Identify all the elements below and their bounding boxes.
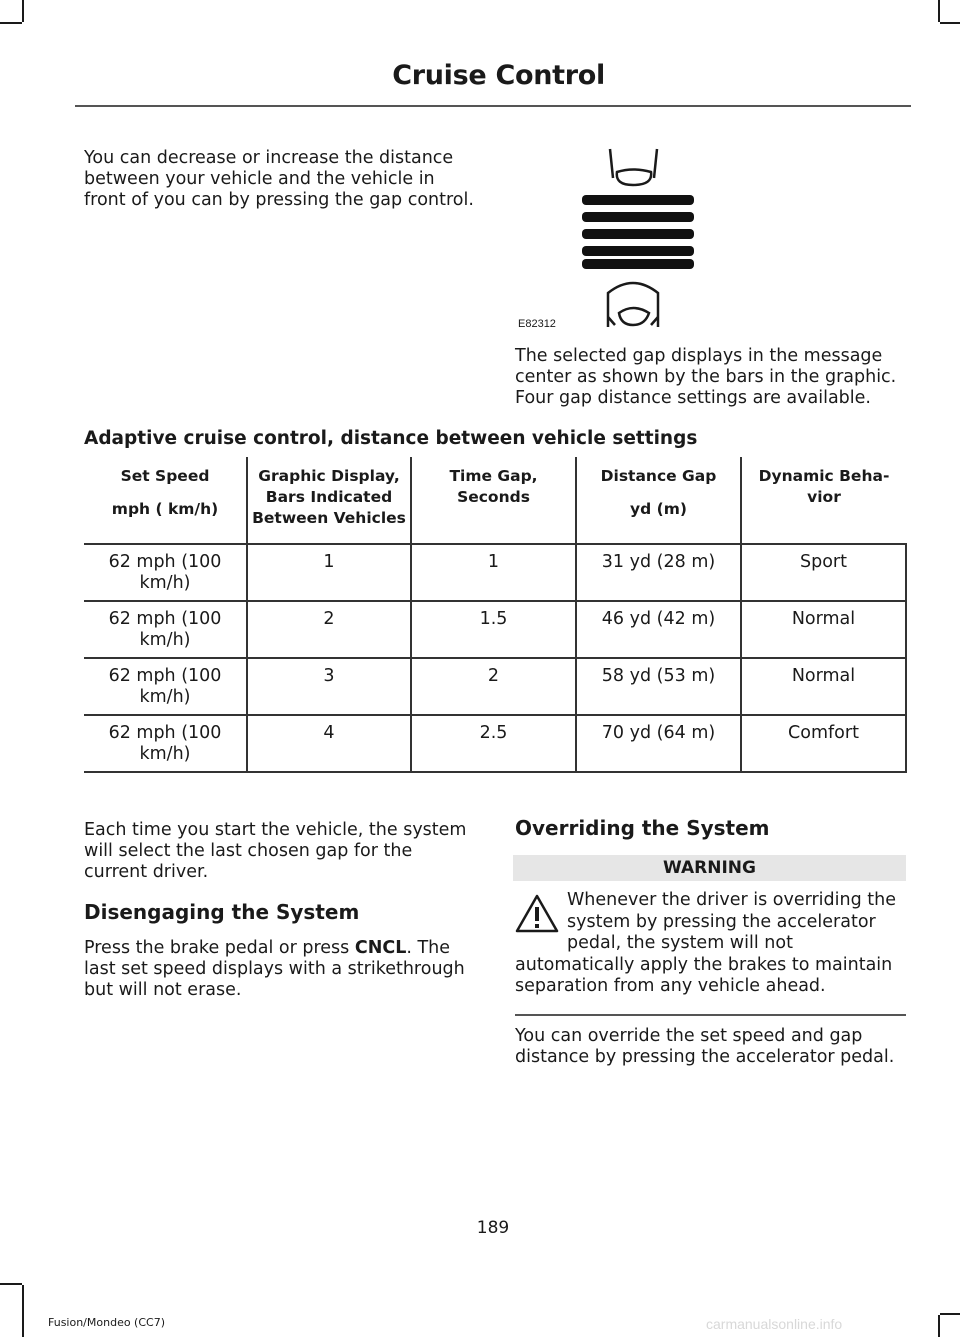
front-vehicle-icon xyxy=(610,149,657,185)
crop-mark xyxy=(22,1285,24,1337)
cell-time: 2.5 xyxy=(411,715,576,772)
table-row xyxy=(84,601,906,658)
gap-settings-table xyxy=(84,457,907,773)
crop-mark xyxy=(938,1315,940,1337)
override-heading: Overriding the System xyxy=(515,816,770,840)
cell-behavior: Normal xyxy=(741,658,906,715)
cell-behavior: Normal xyxy=(741,601,906,658)
intro-paragraph: You can decrease or increase the distance between your vehicle and the vehicle in front of you can by pressing the gap control. xyxy=(84,148,474,210)
table-row xyxy=(84,544,906,601)
warning-divider xyxy=(515,1014,906,1016)
cell-distance: 70 yd (64 m) xyxy=(576,715,741,772)
header-divider xyxy=(75,105,911,107)
cncl-key: CNCL xyxy=(354,938,407,958)
cell-distance: 46 yd (42 m) xyxy=(576,601,741,658)
cell-behavior: Sport xyxy=(741,544,906,601)
page-number: 189 xyxy=(476,1218,510,1238)
table-row xyxy=(84,715,906,772)
cell-speed: 62 mph (100 km/h) xyxy=(84,658,247,715)
warning-text: Whenever the driver is overriding the system by pressing the accelerator pedal, the system will not automatically apply the brakes to maintain separation from any vehicle ahead. xyxy=(515,890,896,996)
table-header-row xyxy=(84,457,906,544)
disengage-heading: Disengaging the System xyxy=(84,900,360,924)
override-paragraph: You can override the set speed and gap distance by pressing the accelerator pedal. xyxy=(515,1026,895,1067)
figure-code: E82312 xyxy=(518,318,556,330)
own-vehicle-icon xyxy=(608,283,658,327)
cell-behavior: Comfort xyxy=(741,715,906,772)
crop-mark xyxy=(940,1313,960,1315)
crop-mark xyxy=(0,22,22,24)
cell-bars: 2 xyxy=(247,601,411,658)
table-title: Adaptive cruise control, distance between vehicle settings xyxy=(84,428,698,449)
cell-time: 1 xyxy=(411,544,576,601)
page-title: Cruise Control xyxy=(392,60,605,91)
crop-mark xyxy=(940,22,960,24)
warning-triangle-icon xyxy=(514,893,560,935)
crop-mark xyxy=(22,0,24,22)
disengage-paragraph: Press the brake pedal or press CNCL. The last set speed displays with a strikethrough but will not erase. xyxy=(84,938,465,1000)
figure-caption: The selected gap displays in the message center as shown by the bars in the graphic. Four gap distance settings are available. xyxy=(515,346,897,408)
watermark: carmanualsonline.info xyxy=(706,1316,843,1332)
gap-bars-illustration xyxy=(515,145,695,335)
table-row xyxy=(84,658,906,715)
cell-distance: 31 yd (28 m) xyxy=(576,544,741,601)
cell-bars: 3 xyxy=(247,658,411,715)
warning-banner: WARNING xyxy=(513,855,906,881)
header-distance-gap: Distance Gap yd (m) xyxy=(576,457,741,544)
cell-time: 1.5 xyxy=(411,601,576,658)
cell-speed: 62 mph (100 km/h) xyxy=(84,544,247,601)
header-graphic-display: Graphic Display, Bars Indicated Between Vehicles xyxy=(247,457,411,544)
gap-bars-icon xyxy=(582,195,694,269)
cell-bars: 1 xyxy=(247,544,411,601)
cell-bars: 4 xyxy=(247,715,411,772)
cell-time: 2 xyxy=(411,658,576,715)
cell-speed: 62 mph (100 km/h) xyxy=(84,601,247,658)
crop-mark xyxy=(0,1283,22,1285)
crop-mark xyxy=(938,0,940,22)
cell-distance: 58 yd (53 m) xyxy=(576,658,741,715)
cell-speed: 62 mph (100 km/h) xyxy=(84,715,247,772)
header-set-speed: Set Speed mph ( km/h) xyxy=(84,457,247,544)
header-dynamic-behavior: Dynamic Beha-vior xyxy=(741,457,906,544)
start-paragraph: Each time you start the vehicle, the system will select the last chosen gap for the current driver. xyxy=(84,820,467,882)
model-footer: Fusion/Mondeo (CC7) xyxy=(48,1316,166,1329)
header-time-gap: Time Gap, Seconds xyxy=(411,457,576,544)
